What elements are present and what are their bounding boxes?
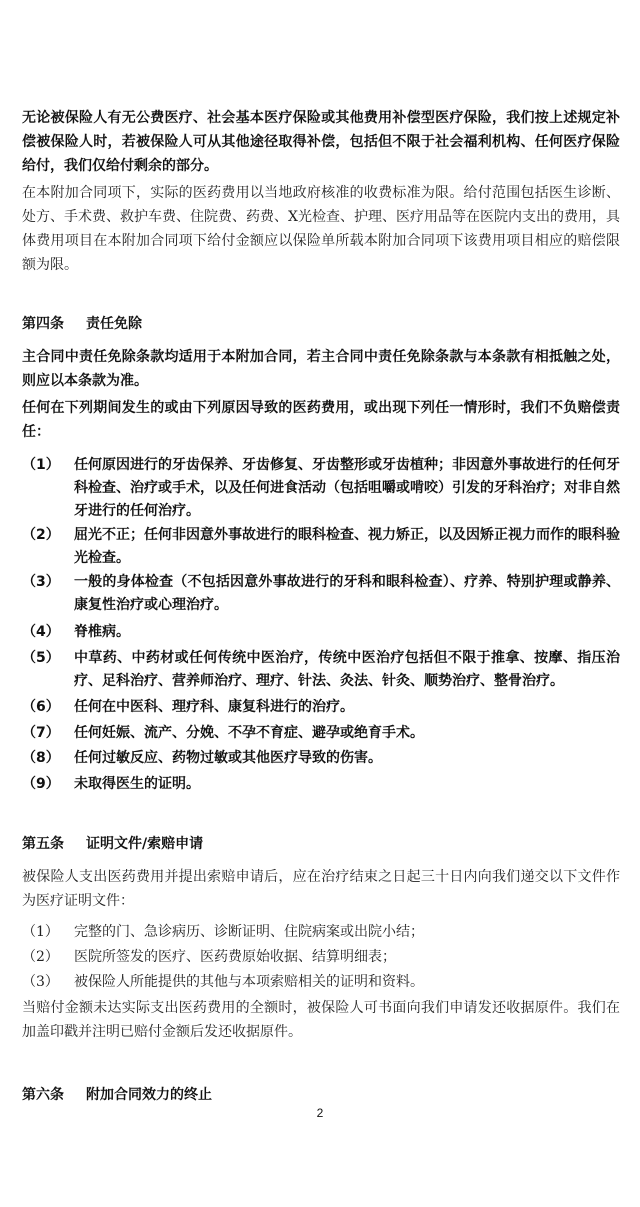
- item-number: （3）: [22, 974, 59, 990]
- item-text: 任何原因进行的牙齿保养、牙齿修复、牙齿整形或牙齿植种；非因意外事故进行的任何牙科检查、治疗或手术，以及任何进食活动（包括咀嚼或啃咬）引发的牙科治疗；对非自然牙进行的任何治疗。: [74, 457, 620, 519]
- paragraph-offset-compensation: 无论被保险人有无公费医疗、社会基本医疗保险或其他费用补偿型医疗保险，我们按上述规定补偿被保险人时，若被保险人可从其他途径取得补偿，包括但不限于社会福利机构、任何医疗保险给付，我们仅给付剩余的部分。: [22, 110, 620, 174]
- item-number: （4）: [22, 624, 60, 640]
- exclusion-item-3: [22, 571, 620, 617]
- item-number: （7）: [22, 725, 60, 741]
- item-text: 任何过敏反应、药物过敏或其他医疗导致的伤害。: [74, 750, 382, 766]
- paragraph-exclusion-intro: 主合同中责任免除条款均适用于本附加合同，若主合同中责任免除条款与本条款有相抵触之处，则应以本条款为准。: [22, 349, 620, 389]
- exclusion-item-6: [22, 696, 620, 719]
- paragraph-claim-submission: 被保险人支出医药费用并提出索赔申请后，应在治疗结束之日起三十日内向我们递交以下文件作为医疗证明文件：: [22, 869, 620, 909]
- section-heading-5: [22, 834, 203, 854]
- paragraph-original-receipt: 当赔付金额未达实际支出医药费用的全额时，被保险人可书面向我们申请发还收据原件。我们在加盖印戳并注明已赔付金额后发还收据原件。: [22, 1000, 620, 1040]
- exclusion-item-9: [22, 773, 620, 796]
- item-text: 完整的门、急诊病历、诊断证明、住院病案或出院小结；: [74, 924, 424, 940]
- section-title: 附加合同效力的终止: [86, 1087, 212, 1103]
- item-number: （1）: [22, 457, 60, 473]
- item-text: 被保险人所能提供的其他与本项索赔相关的证明和资料。: [74, 974, 424, 990]
- section-heading-6: [22, 1085, 212, 1105]
- item-text: 一般的身体检查（不包括因意外事故进行的牙科和眼科检查）、疗养、特别护理或静养、康复性治疗或心理治疗。: [74, 574, 620, 613]
- exclusion-item-5: [22, 647, 620, 693]
- section-number: 第五条: [22, 836, 64, 852]
- item-text: 脊椎病。: [74, 624, 130, 640]
- item-number: （2）: [22, 949, 59, 965]
- paragraph-exclusion-list-intro: 任何在下列期间发生的或由下列原因导致的医药费用，或出现下列任一情形时，我们不负赔偿责任：: [22, 400, 620, 440]
- item-text: 任何妊娠、流产、分娩、不孕不育症、避孕或绝育手术。: [74, 725, 424, 741]
- item-number: （1）: [22, 924, 59, 940]
- exclusion-item-7: [22, 722, 620, 745]
- exclusion-item-2: [22, 524, 620, 570]
- section-title: 证明文件/索赔申请: [86, 836, 204, 852]
- item-number: （2）: [22, 527, 60, 543]
- item-text: 中草药、中药材或任何传统中医治疗，传统中医治疗包括但不限于推拿、按摩、指压治疗、足科治疗、营养师治疗、理疗、针法、灸法、针灸、顺势治疗、整骨治疗。: [74, 650, 620, 689]
- item-number: （6）: [22, 699, 60, 715]
- section-heading-4: [22, 314, 142, 334]
- item-text: 医院所签发的医疗、医药费原始收据、结算明细表；: [74, 949, 396, 965]
- section-title: 责任免除: [86, 316, 142, 332]
- document-item-1: [22, 921, 620, 944]
- section-number: 第四条: [22, 316, 64, 332]
- item-number: （9）: [22, 776, 60, 792]
- item-number: （3）: [22, 574, 60, 590]
- item-number: （8）: [22, 750, 60, 766]
- section-number: 第六条: [22, 1087, 64, 1103]
- item-text: 任何在中医科、理疗科、康复科进行的治疗。: [74, 699, 354, 715]
- item-text: 屈光不正；任何非因意外事故进行的眼科检查、视力矫正，以及因矫正视力而作的眼科验光检查。: [74, 527, 620, 566]
- exclusion-item-8: [22, 747, 620, 770]
- document-item-2: [22, 946, 620, 969]
- paragraph-expense-scope: 在本附加合同项下，实际的医药费用以当地政府核准的收费标准为限。给付范围包括医生诊断、处方、手术费、救护车费、住院费、药费、X光检查、护理、医疗用品等在医院内支出的费用，具体费用项目在本附加合同项下给付金额应以保险单所载本附加合同项下该费用项目相应的赔偿限额为限。: [22, 185, 620, 273]
- page-number: 2: [316, 1106, 324, 1120]
- item-number: （5）: [22, 650, 60, 666]
- document-item-3: [22, 971, 620, 994]
- exclusion-item-4: [22, 621, 620, 644]
- exclusion-item-1: [22, 454, 620, 523]
- item-text: 未取得医生的证明。: [74, 776, 200, 792]
